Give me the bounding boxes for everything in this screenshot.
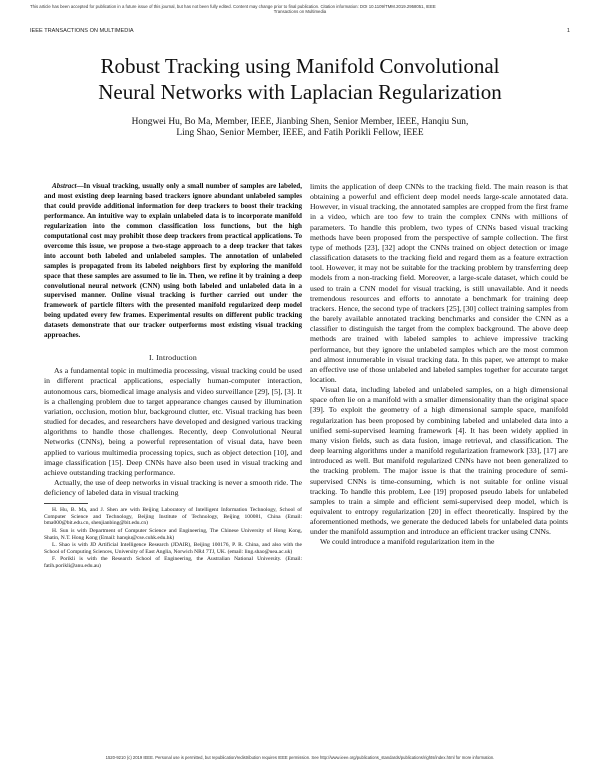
footnote-rule	[44, 503, 88, 504]
abstract-text: —In visual tracking, usually only a small number of samples are labeled, and most existing deep learning based trackers ignore abundant unlabeled samples that could provide additional information for deep trackers to boost their tracking performance. An intuitive way to explain unlabeled data is to incorporate manifold regularization into the common classification loss functions, but the high computational cost may prohibit those deep trackers from practical applications. To overcome this issue, we propose a two-stage approach to a deep tracker that takes into account both labeled and unlabeled samples. The annotation of unlabeled samples is propagated from its labeled neighbors first by exploring the manifold space that these samples are assumed to lie in. Then, we refine it by training a deep convolutional neural network (CNN) using both labeled and unlabeled data in a supervised manner. Online visual tracking is further carried out under the framework of particle filters with the presented manifold regularized deep model being updated every few frames. Experimental results on different public tracking datasets demonstrate that our tracker outperforms most existing visual tracking approaches.	[44, 182, 302, 340]
footnote-item: L. Shao is with JD Artificial Intelligence Research (JDAIR), Beijing 100176, P. R. China, and also with the School of Computing Sciences, University of East Anglia, Norwich NR4 7TJ, UK. (email: ling.shao@uea.ac.uk)	[44, 542, 302, 555]
intro-paragraph-4-start: We could introduce a manifold regularization item in the	[320, 537, 495, 547]
author-footnotes	[44, 507, 302, 569]
notice-line-1: This article has been accepted for publication in a future issue of this journal, but has not been fully edited. Content may change prior to final publication. Citation information: DOI 10.1109/TMM.2019.2958051, IEEE	[30, 4, 436, 9]
copyright-footer: 1520-9210 (c) 2019 IEEE. Personal use is permitted, but republication/redistribution requires IEEE permission. See http://www.ieee.org/publications_standards/publications/rights/index.html for more information.	[105, 755, 495, 760]
footnote-item: F. Porikli is with the Research School of Engineering, the Australian National University. (Email: fatih.porikli@anu.edu.au)	[44, 556, 302, 570]
notice-line-2: Transactions on Multimedia	[273, 9, 327, 15]
journal-name: IEEE TRANSACTIONS ON MULTIMEDIA	[30, 28, 134, 34]
page-number: 1	[566, 28, 570, 34]
paper-title	[30, 53, 570, 105]
author-list	[30, 117, 570, 140]
intro-paragraph-2-start: Actually, the use of deep networks in visual tracking is never a smooth ride. The deficiency of labeled data in visual tracking	[44, 477, 302, 498]
intro-paragraph-1: As a fundamental topic in multimedia processing, visual tracking could be used in different practical applications, especially human-computer interaction, autonomous cars, biomedical image analysis and video surveillance [29], [5], [3]. It is a challenging problem due to target appearance changes caused by illumination variation, occlusion, motion blur, background clutter, etc. Visual tracking has been studied for decades, and researchers have developed and designed various tracking algorithms to handle those challenges. Recently, deep Convolutional Neural Networks (CNNs), being a powerful representation of visual data, have been applied to various multimedia processing topics, such as object detection [10], and image classification [15]. Deep CNNs have also been used in visual tracking and achieve outstanding tracking performance.	[44, 366, 302, 477]
intro-paragraph-2-continued: limits the application of deep CNNs to the tracking field. The main reason is that obtaining a powerful and efficient deep model needs large-scale annotated data. However, in visual tracking, the annotated samples are cropped from the first frame in a video, which are too few to train the complex CNNs with millions of parameters. To handle this problem, two types of CNNs based visual tracking methods have been proposed from the perspective of sample collection. The first type of methods [23], [32] adopt the CNNs trained on object detection or image classification datasets to the tracking field and regard them as a feature extraction tool. However, it may not be suitable for the tracking problem by transferring deep models from a non-tracking field. Moreover, a large-scale dataset, which could be used to train a CNN model for visual tracking, is still unavailable. And it needs tremendous resources and efforts to annotate a benchmark for training deep trackers. Hence, the second type of trackers [25], [30] collect training samples from the barely available annotated tracking benchmarks and consider the CNN as a classifier to distinguish the target from the complex background. The above deep methods are trained with labeled samples to achieve impressive tracking performance, but they ignore the unlabeled samples which are the most common and almost innumerable in visual tracking data. In this paper, we attempt to make an effective use of those unlabeled and labeled samples together for accurate target location.	[310, 182, 568, 384]
right-column	[310, 182, 568, 548]
authors-line-1: Hongwei Hu, Bo Ma, Member, IEEE, Jianbing Shen, Senior Member, IEEE, Hanqiu Sun,	[131, 117, 469, 127]
title-line-2: Neural Networks with Laplacian Regularization	[98, 80, 502, 104]
accepted-article-notice	[30, 4, 570, 15]
footnote-item: H. Hu, B. Ma, and J. Shen are with Beijing Laboratory of Intelligent Information Technology, School of Computer Science and Technology, Beijing Institute of Technology, Beijing 100081, China (Email: bma000@bit.edu.cn, shenjianbing@bit.edu.cn)	[44, 507, 302, 527]
running-head	[30, 28, 570, 36]
authors-line-2: Ling Shao, Senior Member, IEEE, and Fatih Porikli Fellow, IEEE	[176, 128, 424, 139]
intro-paragraph-3: Visual data, including labeled and unlabeled samples, on a high dimensional space often lie on a manifold with a smaller dimensionality than the original space [39]. To exploit the geometry of a high dimensional sample space, manifold regularization has been proposed by combining labeled and unlabeled data into a unified semi-supervised learning framework [4]. It has been widely applied in many vision fields, such as data fusion, image retrieval, and classification. The deep learning algorithms under a manifold regularization framework [33], [17] are introduced as well. But manifold regularized CNNs have not been generalized to the tracking problem. The major issue is that the training procedure of semi-supervised CNNs is time-consuming, which is not suitable for online visual tracking. To handle this problem, Lee [19] proposed pseudo labels for unlabeled samples to train a simple and efficient semi-supervised deep model, which is equivalent to entropy regularization [20] in effect theoretically. Inspired by the aforementioned methods, we generate the deduced labels for unlabeled data points under the manifold assumption and introduce an efficient tracker using CNNs.	[310, 385, 568, 537]
left-column	[44, 182, 302, 571]
section-heading-introduction: I. Introduction	[148, 353, 198, 363]
footnote-item: H. Sun is with Department of Computer Science and Engineering, The Chinese University of Hong Kong, Shatin, N.T. Hong Kong (Email: hanqiu@cse.cuhk.edu.hk)	[44, 528, 302, 541]
title-line-1: Robust Tracking using Manifold Convolutional	[100, 54, 500, 78]
abstract	[44, 182, 302, 341]
abstract-lead: Abstract	[52, 182, 77, 190]
